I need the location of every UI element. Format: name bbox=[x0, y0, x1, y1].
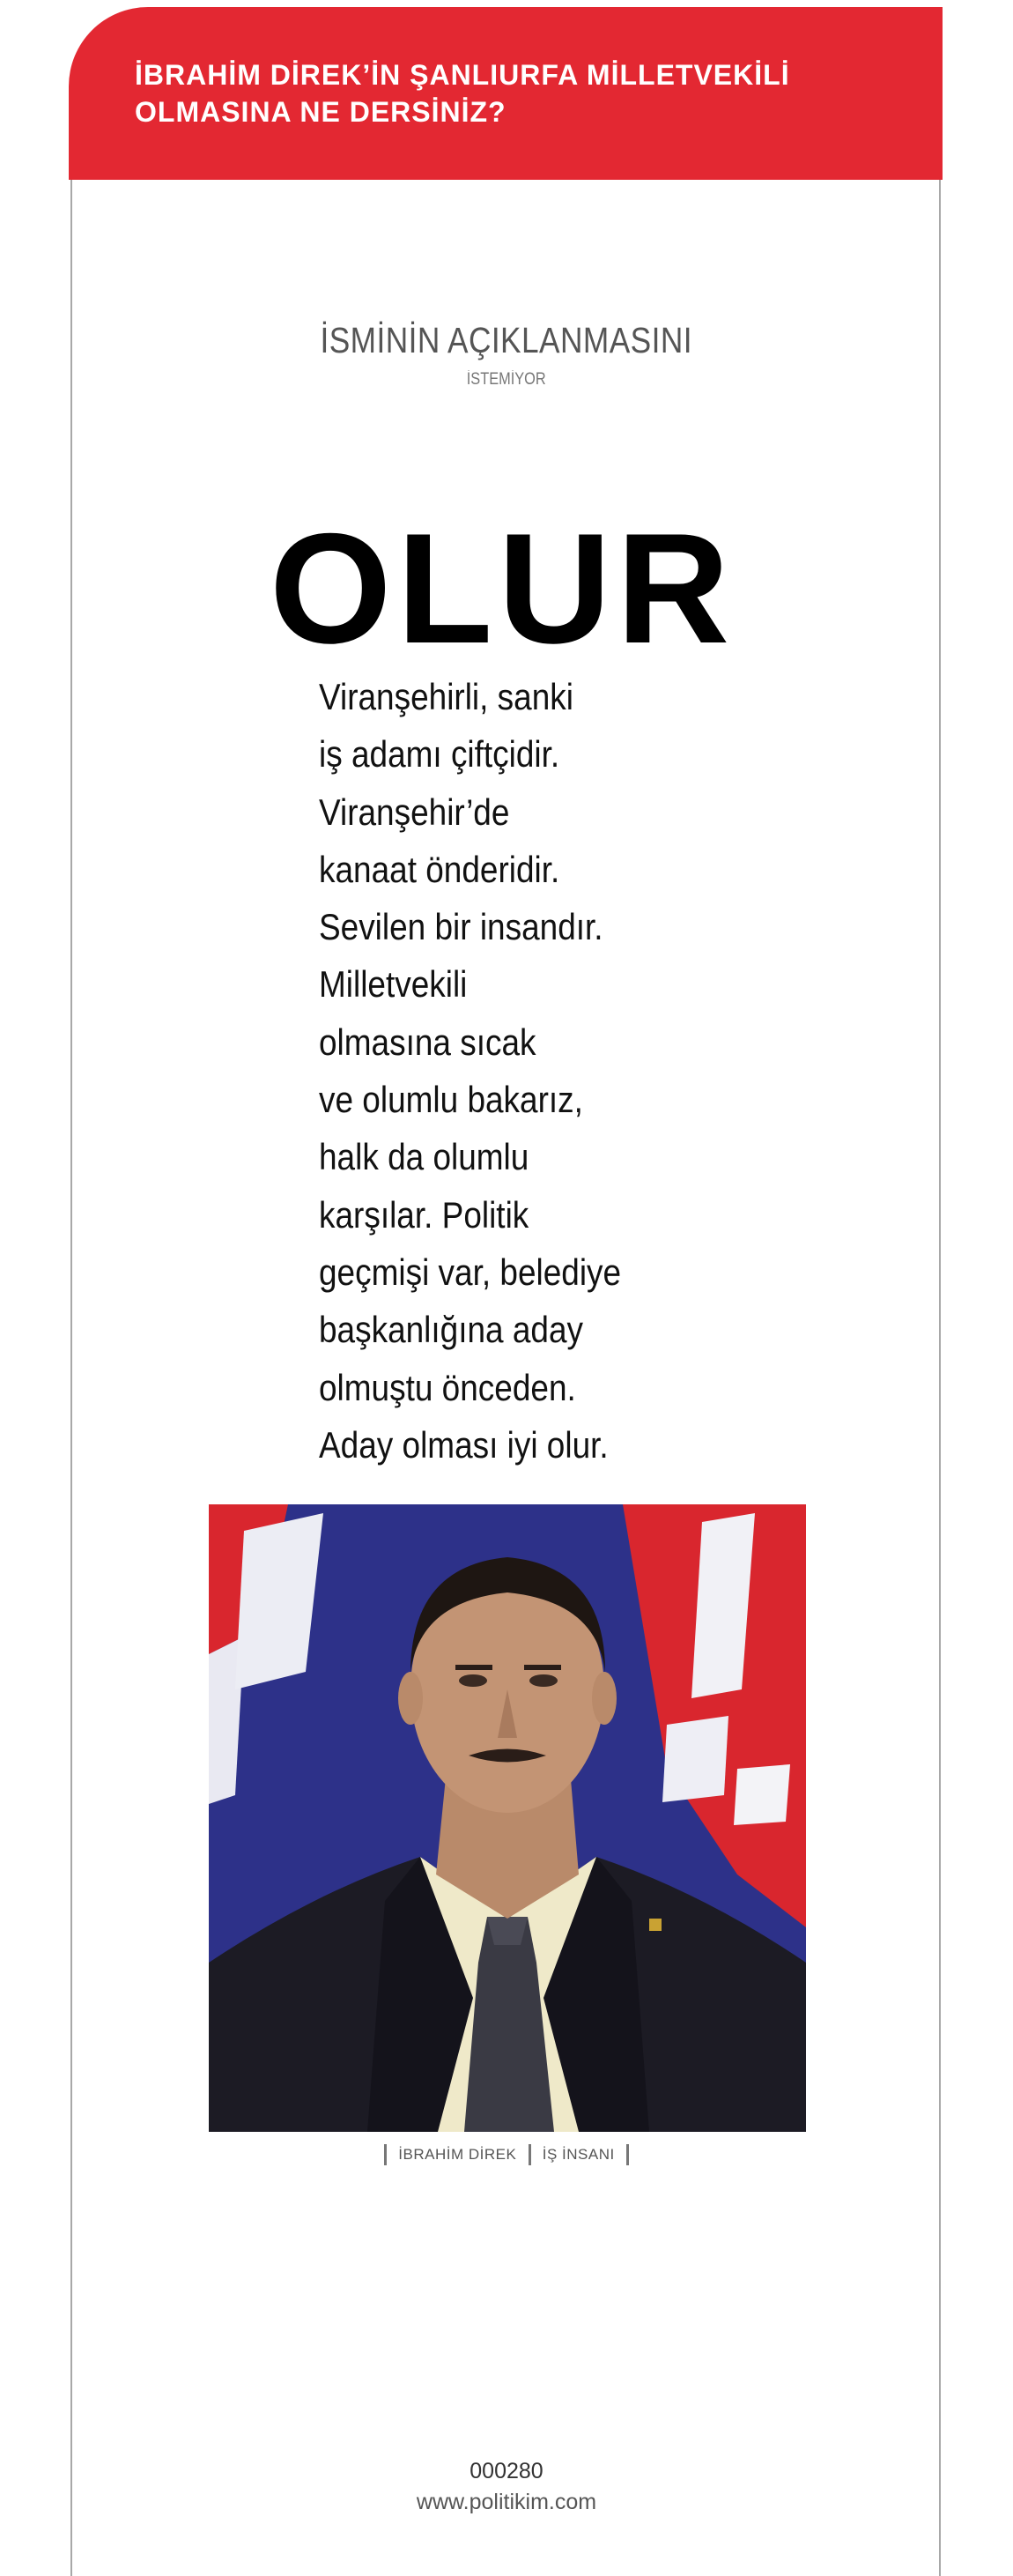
body-line: halk da olumlu bbox=[319, 1136, 529, 1178]
body-line: olmasına sıcak bbox=[319, 1021, 536, 1063]
banner-title-line-2: OLMASINA NE DERSİNİZ? bbox=[135, 96, 506, 128]
body-line: olmuştu önceden. bbox=[319, 1366, 576, 1408]
body-line: ve olumlu bakarız, bbox=[319, 1079, 583, 1121]
footer-code: 000280 bbox=[470, 2459, 543, 2483]
body-line: başkanlığına aday bbox=[319, 1309, 584, 1351]
question-banner bbox=[69, 7, 943, 180]
body-line: karşılar. Politik bbox=[319, 1193, 529, 1236]
banner-title-line-1: İBRAHİM DİREK’İN ŞANLIURFA MİLLETVEKİLİ bbox=[135, 59, 790, 91]
answer-headline: OLUR bbox=[270, 501, 736, 676]
body-line: geçmişi var, belediye bbox=[319, 1251, 622, 1293]
caption-title: İŞ İNSANI bbox=[542, 2146, 615, 2163]
body-line: Viranşehirli, sanki bbox=[319, 676, 573, 717]
answer-body bbox=[319, 668, 777, 1474]
kicker-heading: İSMİNİN AÇIKLANMASINI bbox=[320, 320, 692, 360]
caption-name: İBRAHİM DİREK bbox=[398, 2146, 517, 2163]
body-line: Viranşehir’de bbox=[319, 791, 510, 833]
caption-separator bbox=[626, 2144, 629, 2165]
body-line: Aday olması iyi olur. bbox=[319, 1423, 609, 1466]
footer-url: www.politikim.com bbox=[416, 2490, 597, 2514]
portrait-photo bbox=[209, 1504, 806, 2132]
body-line: Sevilen bir insandır. bbox=[319, 906, 603, 948]
body-line: kanaat önderidir. bbox=[319, 848, 560, 890]
caption-separator bbox=[529, 2144, 531, 2165]
kicker-subheading: İSTEMİYOR bbox=[466, 370, 546, 389]
portrait-illustration bbox=[209, 1504, 806, 2132]
body-line: Milletvekili bbox=[319, 963, 468, 1006]
body-line: iş adamı çiftçidir. bbox=[319, 733, 560, 776]
photo-caption bbox=[0, 2144, 1013, 2165]
caption-separator bbox=[384, 2144, 387, 2165]
